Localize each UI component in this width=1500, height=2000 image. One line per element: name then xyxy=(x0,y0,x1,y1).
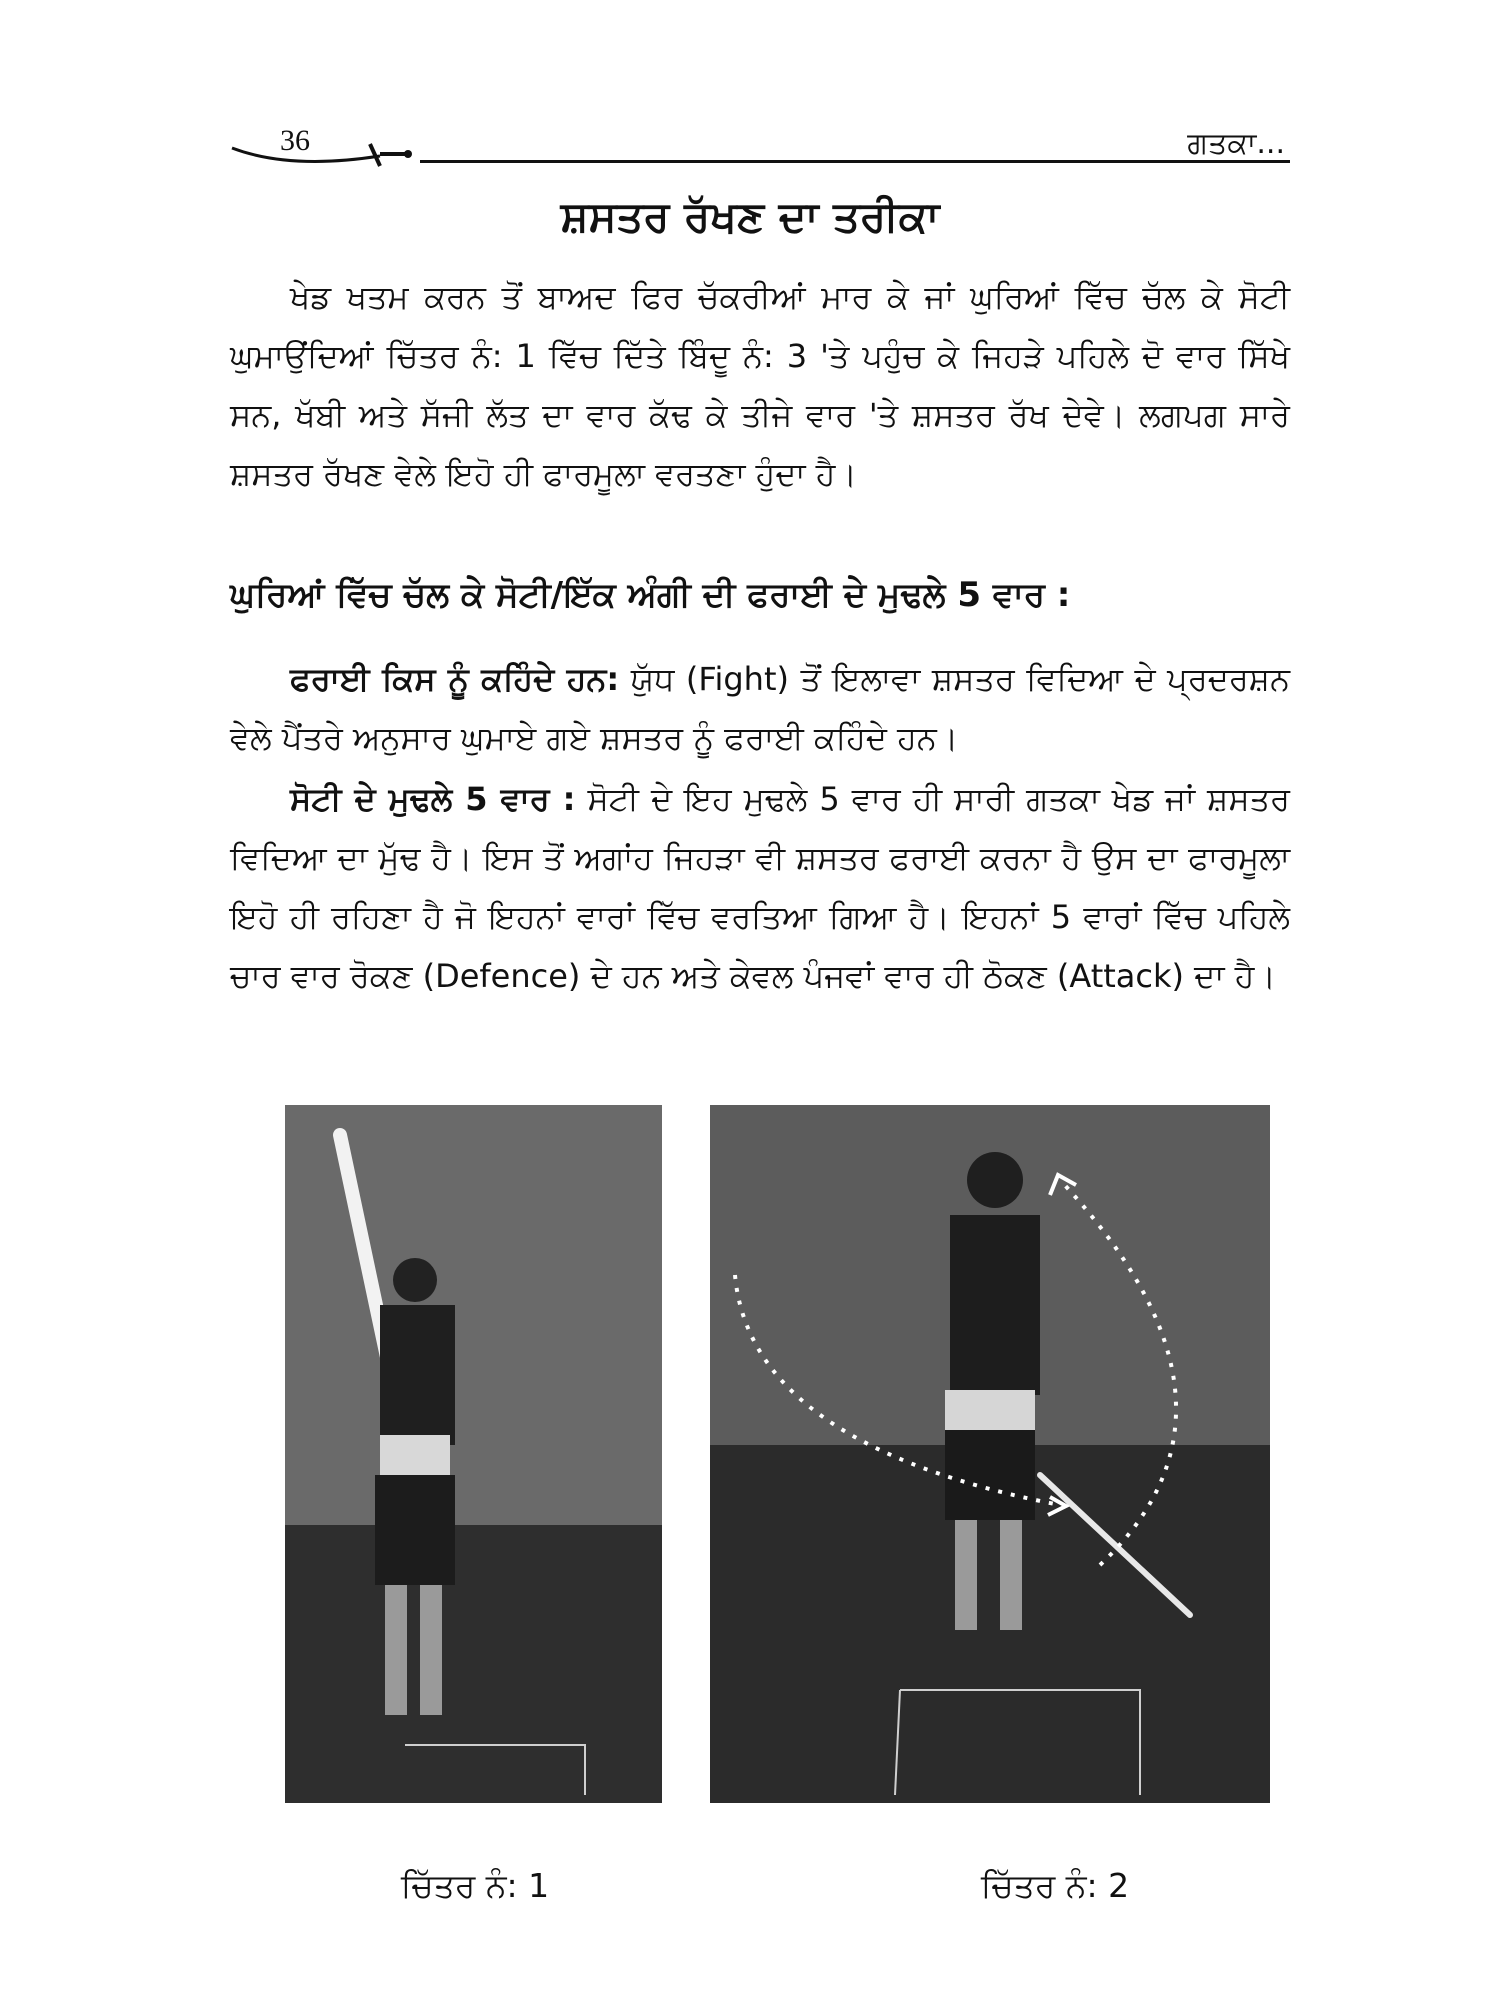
basics-lead: ਸੋਟੀ ਦੇ ਮੁਢਲੇ 5 ਵਾਰ : xyxy=(290,780,576,818)
basics-paragraph xyxy=(230,770,1290,1006)
header-rule xyxy=(420,160,1290,163)
intro-paragraph-text: ਖੇਡ ਖਤਮ ਕਰਨ ਤੋਂ ਬਾਅਦ ਫਿਰ ਚੱਕਰੀਆਂ ਮਾਰ ਕੇ ਜਾਂ ਘੁਰਿਆਂ ਵਿੱਚ ਚੱਲ ਕੇ ਸੋਟੀ ਘੁਮਾਉਂਦਿਆਂ ਚਿੱਤਰ ਨੰ: 1 ਵਿੱਚ ਦਿੱਤੇ ਬਿੰਦੂ ਨੰ: 3 'ਤੇ ਪਹੁੰਚ ਕੇ ਜਿਹੜੇ ਪਹਿਲੇ ਦੋ ਵਾਰ ਸਿੱਖੇ ਸਨ, ਖੱਬੀ ਅਤੇ ਸੱਜੀ ਲੱਤ ਦਾ ਵਾਰ ਕੱਢ ਕੇ ਤੀਜੇ ਵਾਰ 'ਤੇ ਸ਼ਸਤਰ ਰੱਖ ਦੇਵੇ। ਲਗਪਗ ਸਾਰੇ ਸ਼ਸਤਰ ਰੱਖਣ ਵੇਲੇ ਇਹੋ ਹੀ ਫਾਰਮੂਲਾ ਵਰਤਣਾ ਹੁੰਦਾ ਹੈ। xyxy=(230,278,1290,493)
definition-lead: ਫਰਾਈ ਕਿਸ ਨੂੰ ਕਹਿੰਦੇ ਹਨ: xyxy=(290,660,620,698)
sword-ornament-icon xyxy=(230,130,430,174)
page-number: 36 xyxy=(280,124,310,157)
section-title: ਸ਼ਸਤਰ ਰੱਖਣ ਦਾ ਤਰੀਕਾ xyxy=(560,192,940,241)
subsection-heading: ਘੁਰਿਆਂ ਵਿੱਚ ਚੱਲ ਕੇ ਸੋਟੀ/ਇੱਕ ਅੰਗੀ ਦੀ ਫਰਾਈ ਦੇ ਮੁਢਲੇ 5 ਵਾਰ : xyxy=(230,575,1071,615)
running-title: ਗਤਕਾ... xyxy=(1187,126,1285,161)
figure-1-caption: ਚਿੱਤਰ ਨੰ: 1 xyxy=(400,1866,550,1905)
definition-text: ਯੁੱਧ (Fight) ਤੋਂ ਇਲਾਵਾ ਸ਼ਸਤਰ ਵਿਦਿਆ ਦੇ ਪ੍ਰਦਰਸ਼ਨ ਵੇਲੇ ਪੈਂਤਰੇ ਅਨੁਸਾਰ ਘੁਮਾਏ ਗਏ ਸ਼ਸਤਰ ਨੂੰ ਫਰਾਈ ਕਹਿੰਦੇ ਹਨ। xyxy=(230,660,1290,757)
figure-2-photo xyxy=(710,1105,1270,1803)
basics-text: ਸੋਟੀ ਦੇ ਇਹ ਮੁਢਲੇ 5 ਵਾਰ ਹੀ ਸਾਰੀ ਗਤਕਾ ਖੇਡ ਜਾਂ ਸ਼ਸਤਰ ਵਿਦਿਆ ਦਾ ਮੁੱਢ ਹੈ। ਇਸ ਤੋਂ ਅਗਾਂਹ ਜਿਹੜਾ ਵੀ ਸ਼ਸਤਰ ਫਰਾਈ ਕਰਨਾ ਹੈ ਉਸ ਦਾ ਫਾਰਮੂਲਾ ਇਹੋ ਹੀ ਰਹਿਣਾ ਹੈ ਜੋ ਇਹਨਾਂ ਵਾਰਾਂ ਵਿੱਚ ਵਰਤਿਆ ਗਿਆ ਹੈ। ਇਹਨਾਂ 5 ਵਾਰਾਂ ਵਿੱਚ ਪਹਿਲੇ ਚਾਰ ਵਾਰ ਰੋਕਣ (Defence) ਦੇ ਹਨ ਅਤੇ ਕੇਵਲ ਪੰਜਵਾਂ ਵਾਰ ਹੀ ਠੋਕਣ (Attack) ਦਾ ਹੈ। xyxy=(230,780,1290,995)
intro-paragraph xyxy=(230,268,1290,504)
figure-1-photo xyxy=(285,1105,662,1803)
definition-paragraph xyxy=(230,650,1290,768)
figure-2-caption: ਚਿੱਤਰ ਨੰ: 2 xyxy=(980,1866,1130,1905)
